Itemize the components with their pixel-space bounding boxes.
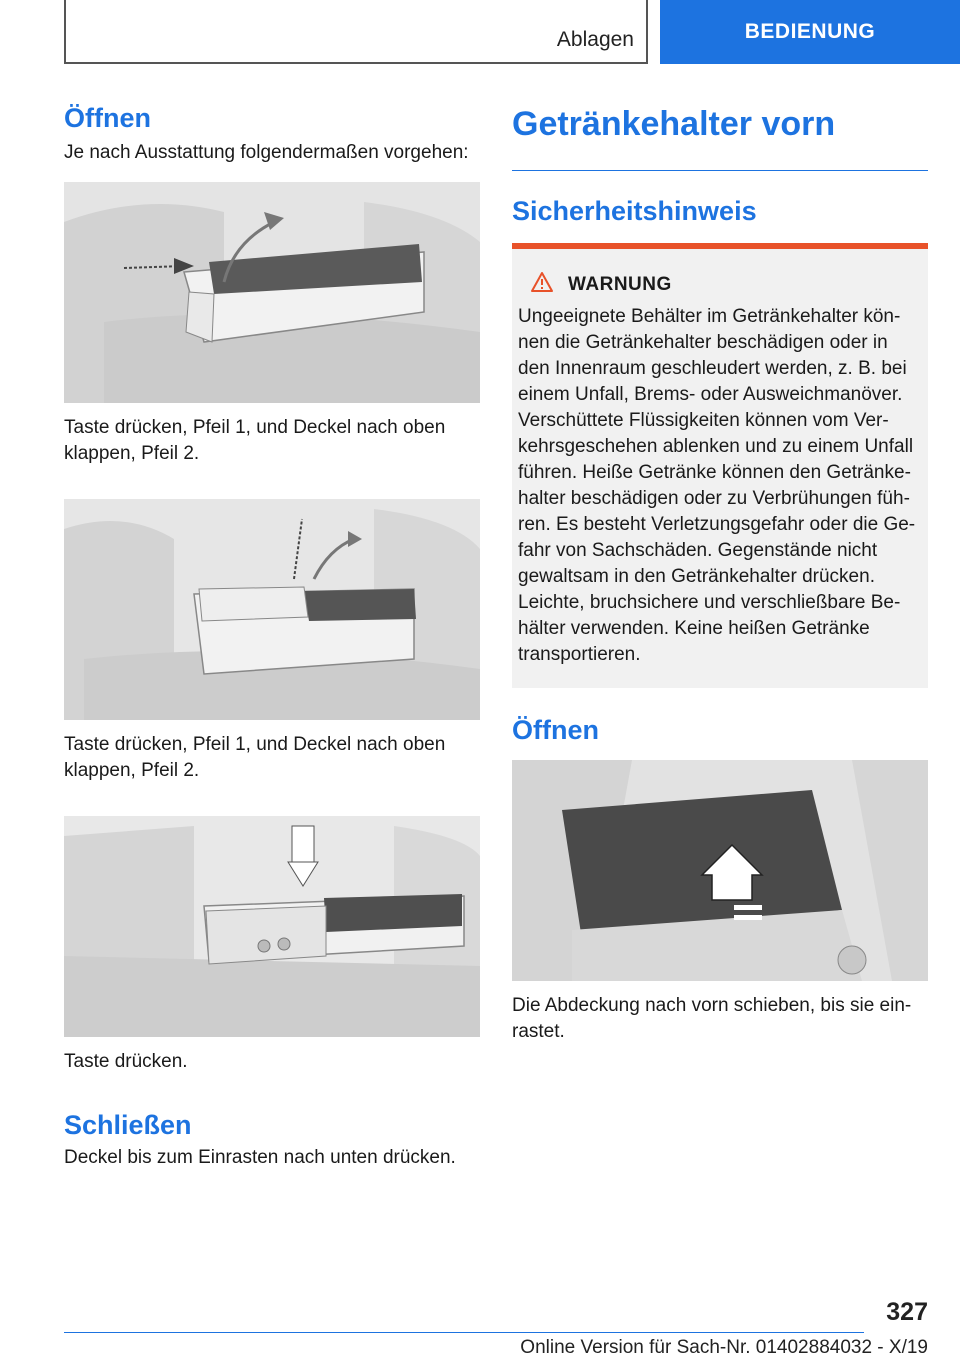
armrest-illustration-1 — [64, 182, 480, 403]
figure-2-caption: Taste drücken, Pfeil 1, und Deckel nach oben klappen, Pfeil 2. — [64, 734, 446, 781]
header-section-label: Ablagen — [556, 28, 634, 51]
cupholder-open-heading: Öffnen — [512, 715, 599, 745]
footer-divider — [64, 1332, 864, 1333]
intro-text: Je nach Ausstattung folgendermaßen vorgehen: — [64, 142, 469, 163]
figure-1-caption: Taste drücken, Pfeil 1, und Deckel nach oben klappen, Pfeil 2. — [64, 417, 446, 464]
figure-3-caption: Taste drücken. — [64, 1051, 188, 1072]
footer-version-text: Online Version für Sach-Nr. 01402884032 - X/19 — [520, 1337, 928, 1358]
armrest-figure-1 — [64, 182, 480, 403]
section-title: Getränkehalter vorn — [512, 105, 836, 143]
warning-text: Ungeeignete Behälter im Getränkehalter kön-nen die Getränkehalter beschädigen oder in den Innenraum geschleudert werden, z. B. bei einem Unfall, Brems- oder Ausweichmanöver. Verschüttete Flüssigkeiten können vom Ver-kehrsgeschehen ablenken und zu einem Unfall führen. Heiße Getränke können den Getränke-halter beschädigen oder zu Verbrühungen füh-ren. Es besteht Verletzungsgefahr oder die Ge-fahr von Sachschäden. Gegenstände nicht gewaltsam in den Getränkehalter drücken. Leichte, bruchsichere und verschließbare Be-hälter verwenden. Keine heißen Getränke transportieren. — [518, 306, 916, 665]
safety-heading: Sicherheitshinweis — [512, 196, 757, 226]
warning-header — [530, 271, 922, 298]
warning-title: WARNUNG — [568, 273, 672, 295]
cupholder-caption: Die Abdeckung nach vorn schieben, bis sie ein-rastet. — [512, 995, 912, 1042]
page-number: 327 — [886, 1298, 928, 1326]
close-heading: Schließen — [64, 1110, 192, 1140]
cupholder-illustration — [512, 760, 928, 981]
warning-box — [512, 249, 928, 688]
left-column — [64, 100, 480, 1171]
armrest-illustration-3 — [64, 816, 480, 1037]
chapter-tab[interactable]: BEDIENUNG — [660, 0, 960, 64]
armrest-figure-3 — [64, 816, 480, 1037]
title-divider — [512, 170, 928, 171]
right-column — [512, 100, 928, 1045]
armrest-illustration-2 — [64, 499, 480, 720]
warning-triangle-icon — [530, 271, 554, 298]
cupholder-figure — [512, 760, 928, 981]
open-heading: Öffnen — [64, 103, 151, 133]
armrest-figure-2 — [64, 499, 480, 720]
close-text: Deckel bis zum Einrasten nach unten drücken. — [64, 1147, 456, 1168]
